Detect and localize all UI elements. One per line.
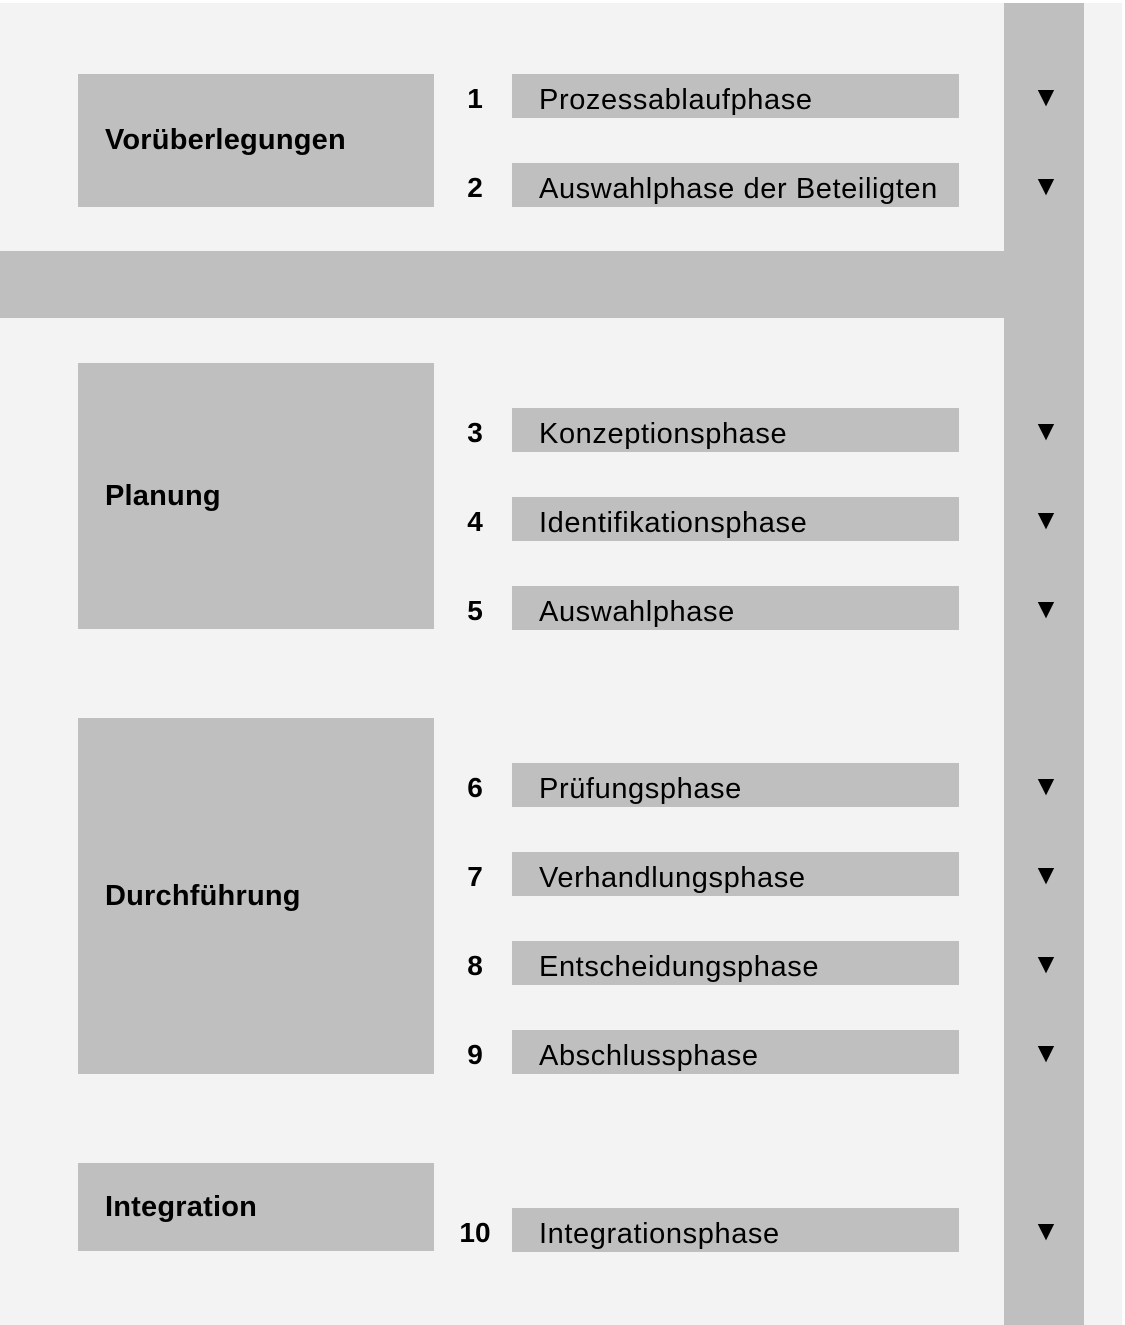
group-planung: [78, 363, 434, 629]
phase-number: 5: [467, 595, 483, 626]
down-arrow-icon: ▼: [1032, 948, 1060, 979]
down-arrow-icon: ▼: [1032, 170, 1060, 201]
phase-box: Auswahlphase der Beteiligten: [512, 163, 959, 207]
phase-number: 1: [467, 83, 483, 114]
group-label: Planung: [105, 479, 221, 512]
phase-number: 10: [459, 1217, 491, 1248]
phase-box: Integrationsphase: [512, 1208, 959, 1252]
phase-box: Abschlussphase: [512, 1030, 959, 1074]
down-arrow-icon: ▼: [1032, 1215, 1060, 1246]
group-durchfuehrung: [78, 718, 434, 1074]
phase-box: Konzeptionsphase: [512, 408, 959, 452]
group-vorueberlegungen: [78, 74, 434, 207]
down-arrow-icon: ▼: [1032, 415, 1060, 446]
down-arrow-icon: ▼: [1032, 770, 1060, 801]
phase-box: Identifikationsphase: [512, 497, 959, 541]
group-label: Durchführung: [105, 879, 301, 912]
right-strip: [1084, 3, 1122, 1325]
phase-number: 8: [467, 950, 483, 981]
down-arrow-icon: ▼: [1032, 593, 1060, 624]
group-label: Integration: [105, 1190, 258, 1223]
down-arrow-icon: ▼: [1032, 859, 1060, 890]
phase-box: Auswahlphase: [512, 586, 959, 630]
phase-number: 4: [467, 506, 483, 537]
down-arrow-icon: ▼: [1032, 81, 1060, 112]
group-integration: [78, 1163, 434, 1251]
phase-number: 7: [467, 861, 483, 892]
phase-number: 2: [467, 172, 483, 203]
phase-number: 6: [467, 772, 483, 803]
phase-number: 9: [467, 1039, 483, 1070]
vertical-flow-bar: [1004, 3, 1084, 1325]
down-arrow-icon: ▼: [1032, 504, 1060, 535]
down-arrow-icon: ▼: [1032, 1037, 1060, 1068]
group-label: Vorüberlegungen: [105, 124, 346, 156]
phase-box: Prüfungsphase: [512, 763, 959, 807]
phase-box: Prozessablaufphase: [512, 74, 959, 118]
phase-box: Entscheidungsphase: [512, 941, 959, 985]
horizontal-divider: [0, 251, 1004, 318]
phase-number: 3: [467, 417, 483, 448]
phase-box: Verhandlungsphase: [512, 852, 959, 896]
